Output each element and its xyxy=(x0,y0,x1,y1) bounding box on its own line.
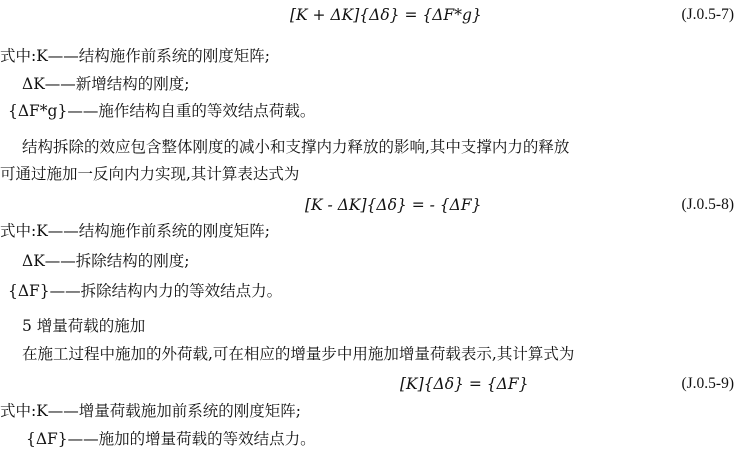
where-line-delta-fg: {ΔF*g}——施作结构自重的等效结点荷载。 xyxy=(8,102,316,120)
where-line-k: 式中:K——结构施作前系统的刚度矩阵; xyxy=(0,47,271,65)
where-line-delta-f: {ΔF}——施加的增量荷载的等效结点力。 xyxy=(26,430,316,448)
where-line-k: 式中:K——结构施作前系统的刚度矩阵; xyxy=(0,222,271,240)
paragraph-line: 在施工过程中施加的外荷载,可在相应的增量步中用施加增量荷载表示,其计算式为 xyxy=(22,345,575,363)
section-heading: 5 增量荷载的施加 xyxy=(22,317,146,335)
where-line-delta-f: {ΔF}——拆除结构内力的等效结点力。 xyxy=(8,282,283,300)
equation-number-j0-5-7: (J.0.5-7) xyxy=(681,6,734,23)
equation-j0-5-7: [K + ΔK]{Δδ} = {ΔF*g} xyxy=(290,6,482,24)
paragraph-line: 结构拆除的效应包含整体刚度的减小和支撑内力释放的影响,其中支撑内力的释放 xyxy=(22,138,570,156)
equation-j0-5-8: [K - ΔK]{Δδ} = - {ΔF} xyxy=(305,196,482,214)
equation-number-j0-5-9: (J.0.5-9) xyxy=(681,375,734,392)
where-line-delta-k: ΔK——拆除结构的刚度; xyxy=(22,252,190,270)
equation-j0-5-9: [K]{Δδ} = {ΔF} xyxy=(400,375,529,393)
equation-number-j0-5-8: (J.0.5-8) xyxy=(681,196,734,213)
paragraph-line: 可通过施加一反向内力实现,其计算表达式为 xyxy=(0,165,300,183)
where-line-delta-k: ΔK——新增结构的刚度; xyxy=(22,75,190,93)
where-line-k: 式中:K——增量荷载施加前系统的刚度矩阵; xyxy=(0,402,302,420)
